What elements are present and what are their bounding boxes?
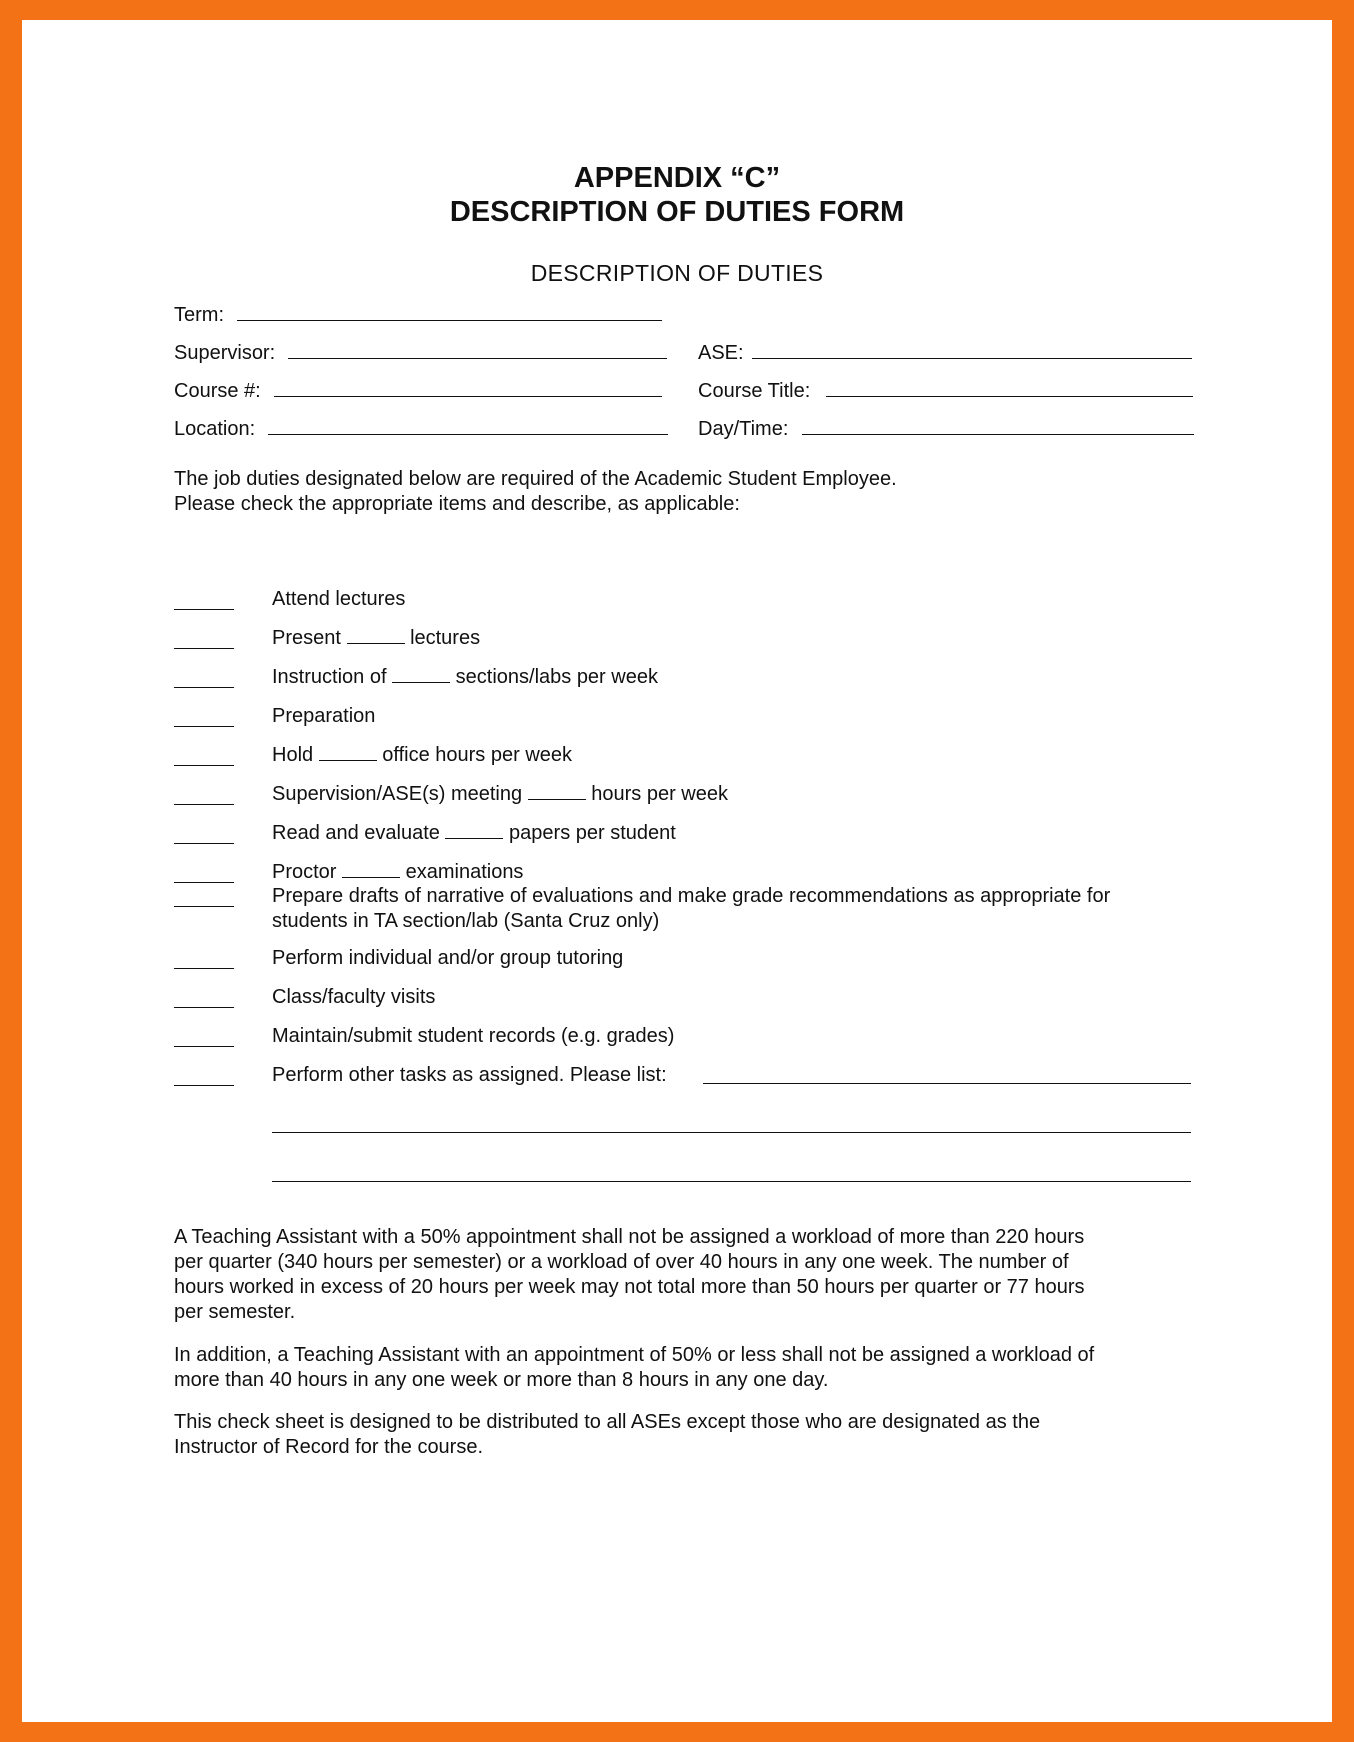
supervisor-label: Supervisor: <box>174 342 276 364</box>
other-tasks-field-2[interactable] <box>272 1132 1191 1133</box>
workload-note-line-2: per quarter (340 hours per semester) or a workload of over 40 hours in any one week. The number of <box>174 1251 1069 1273</box>
duty-check-visits[interactable] <box>174 1007 234 1008</box>
limit-note-line-1: In addition, a Teaching Assistant with an appointment of 50% or less shall not be assigned a workload of <box>174 1344 1095 1366</box>
course-number-label: Course #: <box>174 380 261 402</box>
day-time-label: Day/Time: <box>698 418 789 440</box>
duty-check-present[interactable] <box>174 648 234 649</box>
intro-line-1: The job duties designated below are required of the Academic Student Employee. <box>174 468 897 490</box>
duty-instruction: Instruction of sections/labs per week <box>272 666 658 688</box>
supervisor-field[interactable] <box>288 358 667 359</box>
distribution-note <box>174 1410 1184 1460</box>
duty-check-tutoring[interactable] <box>174 968 234 969</box>
duty-office-hours: Hold office hours per week <box>272 744 573 766</box>
distribution-note-line-2: Instructor of Record for the course. <box>174 1436 484 1458</box>
duty-check-drafts[interactable] <box>174 906 234 907</box>
course-title-field[interactable] <box>826 396 1193 397</box>
duty-check-proctor[interactable] <box>174 882 234 883</box>
office-hours-count-field[interactable] <box>319 742 377 761</box>
duty-check-supervision[interactable] <box>174 804 234 805</box>
course-number-field[interactable] <box>274 396 662 397</box>
workload-note-line-3: hours worked in excess of 20 hours per week may not total more than 50 hours per quarter or 77 hours <box>174 1276 1085 1298</box>
duty-student-records: Maintain/submit student records (e.g. grades) <box>272 1025 675 1047</box>
duty-proctor: Proctor examinations <box>272 861 524 883</box>
location-field[interactable] <box>268 434 668 435</box>
duty-check-instruction[interactable] <box>174 687 234 688</box>
duty-check-read-evaluate[interactable] <box>174 843 234 844</box>
ase-label: ASE: <box>698 342 744 364</box>
distribution-note-line-1: This check sheet is designed to be distributed to all ASEs except those who are designated as the <box>174 1411 1041 1433</box>
course-title-label: Course Title: <box>698 380 811 402</box>
duty-preparation: Preparation <box>272 705 376 727</box>
location-label: Location: <box>174 418 256 440</box>
workload-note <box>174 1225 1184 1325</box>
title-form: DESCRIPTION OF DUTIES FORM <box>449 196 905 228</box>
exam-count-field[interactable] <box>342 859 400 878</box>
form-page <box>22 20 1332 1722</box>
ase-field[interactable] <box>752 358 1192 359</box>
duty-other-tasks: Perform other tasks as assigned. Please list: <box>272 1064 667 1086</box>
duty-present-lectures: Present lectures <box>272 627 481 649</box>
limit-note <box>174 1343 1184 1393</box>
term-label: Term: <box>174 304 224 326</box>
intro-line-2: Please check the appropriate items and describe, as applicable: <box>174 493 740 515</box>
duty-check-preparation[interactable] <box>174 726 234 727</box>
duty-check-attend[interactable] <box>174 609 234 610</box>
duty-drafts-line-1: Prepare drafts of narrative of evaluations and make grade recommendations as appropriate for <box>272 885 1111 907</box>
duty-attend-lectures: Attend lectures <box>272 588 406 610</box>
duty-check-other[interactable] <box>174 1085 234 1086</box>
duty-class-visits: Class/faculty visits <box>272 986 436 1008</box>
other-tasks-field-3[interactable] <box>272 1181 1191 1182</box>
duty-check-records[interactable] <box>174 1046 234 1047</box>
title-appendix: APPENDIX “C” <box>573 162 781 194</box>
duty-drafts-line-2: students in TA section/lab (Santa Cruz only) <box>272 910 660 932</box>
duty-tutoring: Perform individual and/or group tutoring <box>272 947 624 969</box>
subtitle: DESCRIPTION OF DUTIES <box>530 260 824 286</box>
duty-supervision-meeting: Supervision/ASE(s) meeting hours per week <box>272 783 728 805</box>
day-time-field[interactable] <box>802 434 1194 435</box>
duty-read-evaluate: Read and evaluate papers per student <box>272 822 676 844</box>
other-tasks-field-1[interactable] <box>703 1083 1191 1084</box>
workload-note-line-4: per semester. <box>174 1301 296 1323</box>
instruction-count-field[interactable] <box>392 664 450 683</box>
papers-count-field[interactable] <box>445 820 503 839</box>
present-count-field[interactable] <box>347 625 405 644</box>
duty-check-office-hours[interactable] <box>174 765 234 766</box>
workload-note-line-1: A Teaching Assistant with a 50% appointment shall not be assigned a workload of more than 220 hours <box>174 1226 1085 1248</box>
limit-note-line-2: more than 40 hours in any one week or more than 8 hours in any one day. <box>174 1369 829 1391</box>
term-field[interactable] <box>237 320 662 321</box>
meeting-hours-field[interactable] <box>528 781 586 800</box>
